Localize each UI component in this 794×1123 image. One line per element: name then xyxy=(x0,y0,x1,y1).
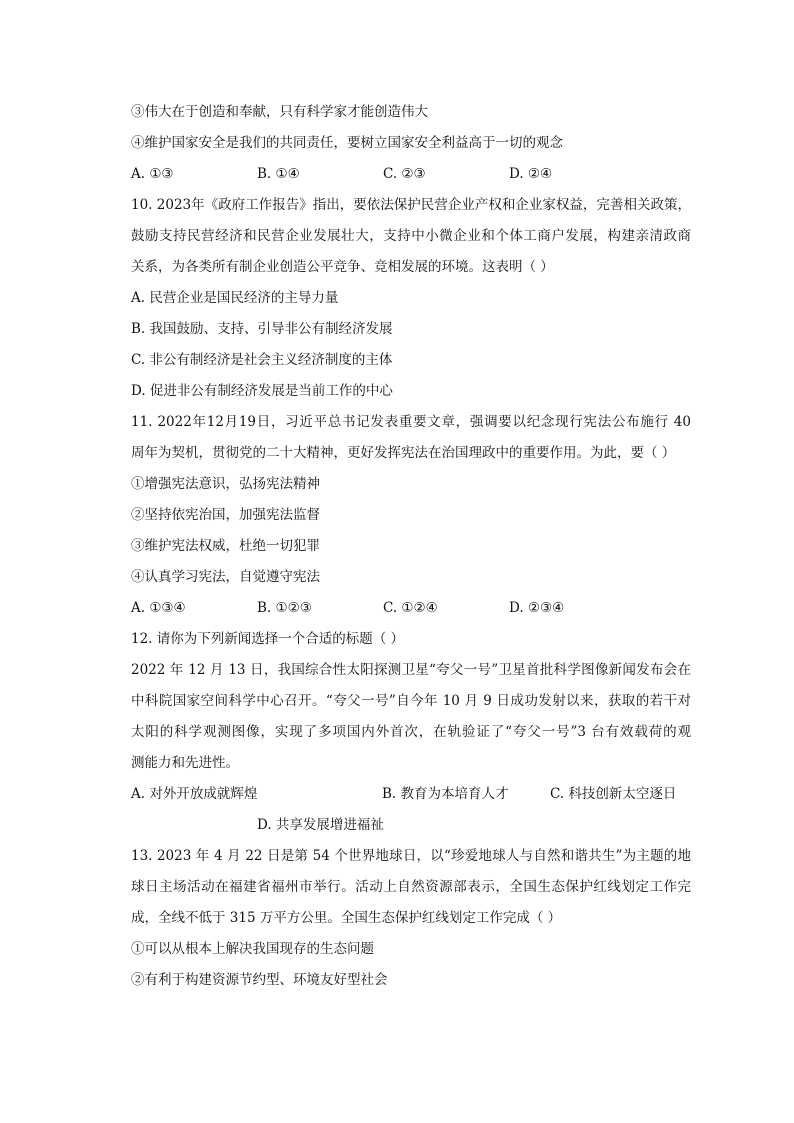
q12-options-row-2 xyxy=(131,815,691,835)
q11-option-c[interactable]: C. ①②④ xyxy=(383,600,438,616)
q12-news-line-2: 中科院国家空间科学中心召开。“夸父一号”自今年 10 月 9 日成功发射以来，获取的若干对 xyxy=(131,693,691,709)
q13-item-1: ①可以从根本上解决我国现存的生态问题 xyxy=(131,941,374,957)
q9-option-c[interactable]: C. ②③ xyxy=(383,166,426,182)
q11-stem-line-1: 11. 2022年12月19日，习近平总书记发表重要文章，强调要以纪念现行宪法公布施行 40 xyxy=(131,414,691,430)
q12-options-row-1 xyxy=(131,784,691,804)
q11-option-b[interactable]: B. ①②③ xyxy=(257,600,312,616)
q13-stem-line-1: 13. 2023 年 4 月 22 日是第 54 个世界地球日，以“珍爱地球人与自然和谐共生”为主题的地 xyxy=(131,848,691,864)
q9-item-3: ③伟大在于创造和奉献，只有科学家才能创造伟大 xyxy=(131,104,428,120)
q11-item-1: ①增强宪法意识，弘扬宪法精神 xyxy=(131,476,320,492)
q11-item-2: ②坚持依宪治国，加强宪法监督 xyxy=(131,507,320,523)
q9-options xyxy=(131,164,691,184)
q12-option-c[interactable]: C. 科技创新太空逐日 xyxy=(550,786,677,802)
q13-item-2: ②有利于构建资源节约型、环境友好型社会 xyxy=(131,972,388,988)
q9-option-b[interactable]: B. ①④ xyxy=(257,166,300,182)
q11-option-a[interactable]: A. ①③④ xyxy=(131,600,186,616)
q13-stem-line-3: 成，全线不低于 315 万平方公里。全国生态保护红线划定工作完成（ ） xyxy=(131,910,562,926)
q10-stem-line-3: 关系，为各类所有制企业创造公平竞争、竞相发展的环境。这表明（ ） xyxy=(131,259,554,275)
q10-stem-line-2: 鼓励支持民营经济和民营企业发展壮大，支持中小微企业和个体工商户发展，构建亲清政商 xyxy=(131,228,691,244)
q12-option-b[interactable]: B. 教育为本培育人才 xyxy=(382,786,509,802)
q10-option-c[interactable]: C. 非公有制经济是社会主义经济制度的主体 xyxy=(131,352,393,368)
q11-item-4: ④认真学习宪法，自觉遵守宪法 xyxy=(131,569,320,585)
q12-news-line-3: 太阳的科学观测图像，实现了多项国内外首次，在轨验证了“夸父一号”3 台有效载荷的观 xyxy=(131,724,691,740)
q12-news-line-4: 测能力和先进性。 xyxy=(131,755,239,771)
q9-option-d[interactable]: D. ②④ xyxy=(509,166,553,182)
q10-option-d[interactable]: D. 促进非公有制经济发展是当前工作的中心 xyxy=(131,383,393,399)
q11-options xyxy=(131,598,691,618)
q10-option-a[interactable]: A. 民营企业是国民经济的主导力量 xyxy=(131,290,339,306)
q12-news-line-1: 2022 年 12 月 13 日，我国综合性太阳探测卫星“夸父一号”卫星首批科学图像新闻发布会在 xyxy=(131,662,691,678)
q12-stem: 12. 请你为下列新闻选择一个合适的标题（ ） xyxy=(131,631,405,647)
q13-stem-line-2: 球日主场活动在福建省福州市举行。活动上自然资源部表示，全国生态保护红线划定工作完 xyxy=(131,879,691,895)
q11-stem-line-2: 周年为契机，贯彻党的二十大精神，更好发挥宪法在治国理政中的重要作用。为此，要（ ） xyxy=(131,445,676,461)
q10-option-b[interactable]: B. 我国鼓励、支持、引导非公有制经济发展 xyxy=(131,321,393,337)
q12-option-a[interactable]: A. 对外开放成就辉煌 xyxy=(131,786,258,802)
q11-item-3: ③维护宪法权威，杜绝一切犯罪 xyxy=(131,538,320,554)
q12-option-d[interactable]: D. 共享发展增进福祉 xyxy=(257,817,384,833)
q9-option-a[interactable]: A. ①③ xyxy=(131,166,174,182)
q11-option-d[interactable]: D. ②③④ xyxy=(509,600,565,616)
q10-stem-line-1: 10. 2023年《政府工作报告》指出，要依法保护民营企业产权和企业家权益，完善相关政策， xyxy=(131,197,691,213)
q9-item-4: ④维护国家安全是我们的共同责任，要树立国家安全利益高于一切的观念 xyxy=(131,135,563,151)
